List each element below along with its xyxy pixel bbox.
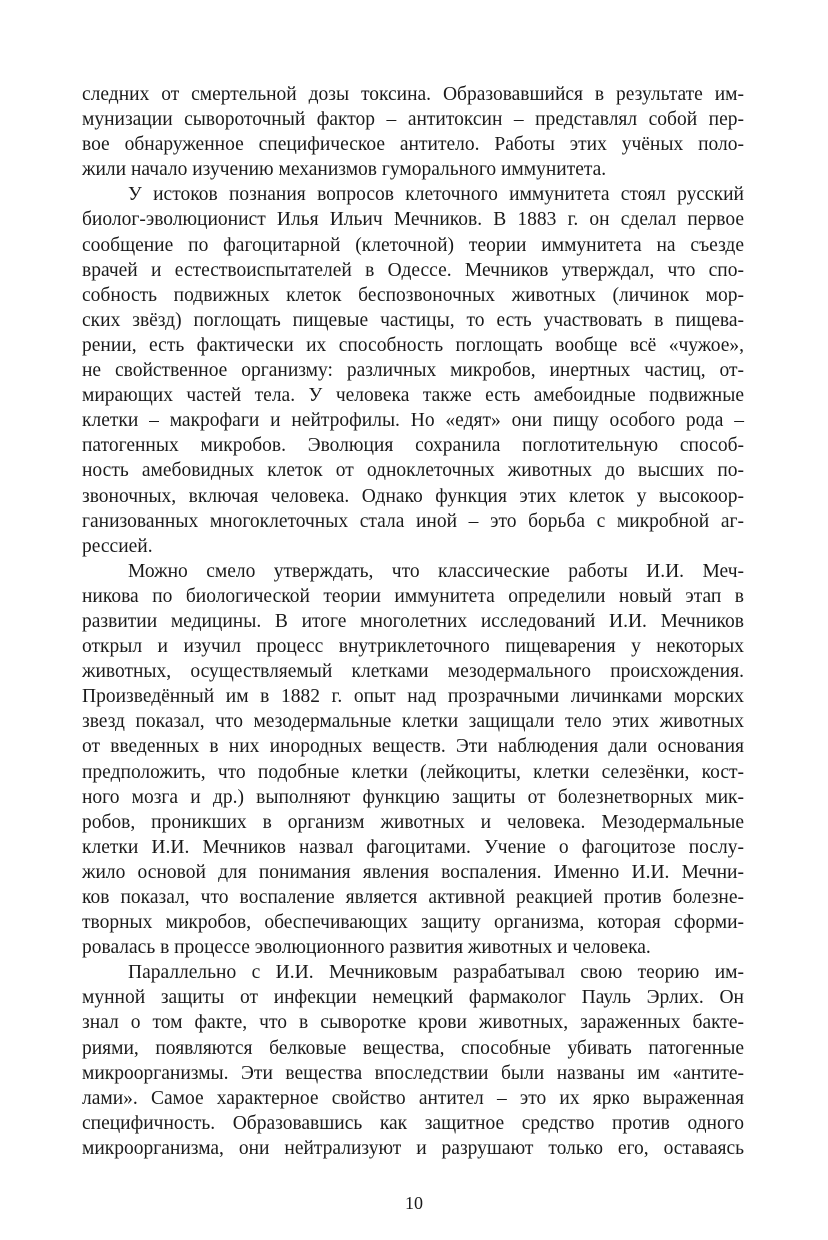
text-line: биолог-эволюционист Илья Ильич Мечников. В 1883 г. он сделал первое (82, 209, 744, 231)
text-line: ность амебовидных клеток от одноклеточных животных до высших по- (82, 460, 744, 482)
page-number: 10 (405, 1193, 423, 1213)
paragraph-1 (82, 82, 744, 182)
page-body (82, 82, 744, 1161)
text-line: ровалась в процессе эволюционного развития животных и человека. (82, 937, 651, 959)
text-line: мунной защиты от инфекции немецкий фармаколог Пауль Эрлих. Он (82, 987, 744, 1009)
paragraph-4 (82, 960, 744, 1161)
text-line: никова по биологической теории иммунитета определили новый этап в (82, 585, 744, 607)
paragraph-2 (82, 182, 744, 558)
text-line: от введенных в них инородных веществ. Эти наблюдения дали основания (82, 736, 744, 758)
text-line: знал о том факте, что в сыворотке крови животных, зараженных бакте- (82, 1012, 744, 1034)
text-line: собность подвижных клеток беспозвоночных животных (личинок мор- (82, 284, 744, 306)
text-line: ских звёзд) поглощать пищевые частицы, то есть участвовать в пищева- (82, 309, 744, 331)
text-line: клетки И.И. Мечников назвал фагоцитами. Учение о фагоцитозе послу- (82, 836, 744, 858)
text-line: врачей и естествоиспытателей в Одессе. Мечников утверждал, что спо- (82, 259, 744, 281)
paragraph-3 (82, 559, 744, 961)
text-line: жило основой для понимания явления воспаления. Именно И.И. Мечни- (82, 861, 744, 883)
text-line: Можно смело утверждать, что классические работы И.И. Меч- (128, 560, 744, 582)
text-line: лами». Самое характерное свойство антител – это их ярко выраженная (82, 1087, 744, 1109)
text-line: творных микробов, обеспечивающих защиту организма, которая сформи- (82, 912, 744, 934)
text-line: робов, проникших в организм животных и человека. Мезодермальные (82, 811, 744, 833)
text-line: мирающих частей тела. У человека также есть амебоидные подвижные (82, 385, 744, 407)
text-line: предположить, что подобные клетки (лейкоциты, клетки селезёнки, кост- (82, 761, 744, 783)
text-line: ков показал, что воспаление является активной реакцией против болезне- (82, 887, 744, 908)
text-line: У истоков познания вопросов клеточного иммунитета стоял русский (128, 184, 744, 206)
text-line: звоночных, включая человека. Однако функция этих клеток у высокоор- (82, 485, 744, 507)
text-line: вое обнаруженное специфическое антитело. Работы этих учёных поло- (82, 134, 744, 156)
text-line: рессией. (82, 535, 153, 557)
text-line: риями, появляются белковые вещества, способные убивать патогенные (82, 1037, 744, 1059)
text-line: сообщение по фагоцитарной (клеточной) теории иммунитета на съезде (82, 234, 744, 256)
text-line: следних от смертельной дозы токсина. Образовавшийся в результате им- (82, 84, 744, 105)
text-line: открыл и изучил процесс внутриклеточного пищеварения у некоторых (82, 636, 744, 658)
text-line: рении, есть фактически их способность поглощать вообще всё «чужое», (82, 334, 744, 356)
text-line: не свойственное организму: различных микробов, инертных частиц, от- (82, 360, 744, 382)
text-line: ного мозга и др.) выполняют функцию защиты от болезнетворных мик- (82, 786, 744, 808)
text-line: жили начало изучению механизмов гуморального иммунитета. (82, 159, 607, 181)
text-line: развитии медицины. В итоге многолетних исследований И.И. Мечников (82, 610, 744, 632)
text-line: звезд показал, что мезодермальные клетки защищали тело этих животных (82, 711, 744, 733)
text-line: мунизации сывороточный фактор – антитоксин – представлял собой пер- (82, 109, 744, 131)
text-line: клетки – макрофаги и нейтрофилы. Но «едят» они пищу особого рода – (82, 410, 744, 432)
text-line: животных, осуществляемый клетками мезодермального происхождения. (82, 661, 744, 683)
text-line: патогенных микробов. Эволюция сохранила поглотительную способ- (82, 435, 744, 457)
text-line: специфичность. Образовавшись как защитное средство против одного (82, 1112, 744, 1134)
text-line: микроорганизмы. Эти вещества впоследствии были названы им «антите- (82, 1062, 744, 1084)
text-line: ганизованных многоклеточных стала иной – это борьба с микробной аг- (82, 510, 744, 532)
text-line: Произведённый им в 1882 г. опыт над прозрачными личинками морских (82, 686, 744, 708)
text-line: микроорганизма, они нейтрализуют и разрушают только его, оставаясь (82, 1137, 744, 1159)
text-line: Параллельно с И.И. Мечниковым разрабатывал свою теорию им- (128, 962, 744, 984)
